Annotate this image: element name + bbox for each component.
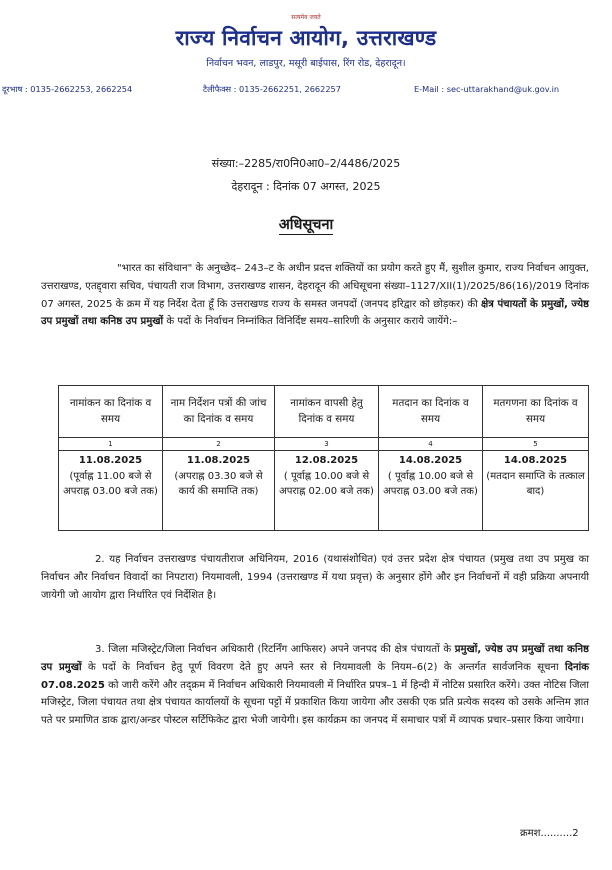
phone-number: दूरभाष : 0135-2662253, 2662254: [2, 84, 133, 94]
paragraph-3: [41, 641, 589, 730]
paragraph-1-bold: क्षेत्र पंचायतों के प्रमुखों, ज्येष्ठ उप प्रमुखों तथा कनिष्ठ उप प्रमुखों: [41, 298, 590, 328]
organization-name: राज्य निर्वाचन आयोग, उत्तराखण्ड: [175, 26, 437, 50]
title-text: अधिसूचना: [278, 217, 334, 233]
column-number: 3: [275, 438, 379, 451]
schedule-date: 11.08.2025: [186, 455, 251, 466]
schedule-time: (मतदान समाप्ति के तत्काल बाद): [486, 470, 585, 497]
paragraph-1-text-b: के पदों के निर्वाचन निम्नांकित विनिर्दिष्ट समय–सारिणी के अनुसार कराये जायेंगे:–: [166, 316, 458, 328]
paragraph-2: 2. यह निर्वाचन उत्तराखण्ड पंचायतीराज अधिनियम, 2016 (यथासंशोधित) एवं उत्तर प्रदेश क्षेत्र पंचायत (प्रमुख तथा उप प्रमुख का निर्वाचन और निर्वाचन विवादों का निपटारा) नियमावली, 1994 (उत्तराखण्ड में यथा प्रवृत्त) के अनुसार होंगे और इन निर्वाचनों में वही प्रक्रिया अपनायी जायेगी जो आयोग द्वारा निर्धारित एवं निर्देशित है।: [41, 554, 589, 601]
paragraph-3-bold-b: दिनांक 07.08.2025: [41, 661, 589, 691]
document-title: [0, 214, 612, 234]
header-cell: नाम निर्देशन पत्रों की जांच का दिनांक व समय: [163, 386, 275, 438]
office-address: निर्वाचन भवन, लाडपुर, मसूरी बाईपास, रिंग रोड, देहरादून।: [206, 58, 406, 69]
schedule-cell: [59, 451, 163, 531]
reference-number: संख्या:–2285/रा0नि0आ0–2/4486/2025: [211, 157, 401, 170]
column-number: 1: [59, 438, 163, 451]
reference-date: देहरादून : दिनांक 07 अगस्त, 2025: [231, 180, 381, 193]
header-cell: मतगणना का दिनांक व समय: [483, 386, 589, 438]
paragraph-3-text-c: को जारी करेंगे और तद्क्रम में निर्वाचन अधिकारी नियमावली में निर्धारित प्रपत्र–1 में हिन्दी में नोटिस प्रसारित करेंगे। उक्त नोटिस जिला मजिस्ट्रेट, जिला पंचायत तथा क्षेत्र पंचायत कार्यालयों के सूचना पट्टों में प्रकाशित किया जायेगा और उसकी एक प्रति प्रत्येक सदस्य को उसके अन्तिम ज्ञात पते पर प्रमाणित डाक द्वारा/अन्डर पोस्टल सर्टिफिकेट द्वारा भेजी जायेगी। इस कार्यक्रम का जनपद में समाचार पत्रों में व्यापक प्रचार–प्रसार किया जायेगा।: [41, 679, 589, 727]
paragraph-3-bold-a: प्रमुखों, ज्येष्ठ उप प्रमुखों तथा कनिष्ठ उप प्रमुखों: [41, 644, 589, 673]
schedule-cell: [483, 451, 589, 531]
schedule-cell: [379, 451, 483, 531]
column-number: 5: [483, 438, 589, 451]
header-cell: नामांकन का दिनांक व समय: [59, 386, 163, 438]
schedule-time: ( पूर्वाह्न 10.00 बजे से अपराह्न 02.00 बजे तक): [279, 470, 374, 497]
continued-marker: क्रमश..........2: [520, 828, 579, 839]
email-address: E-Mail : sec-uttarakhand@uk.gov.in: [414, 84, 560, 94]
table-header-row: [59, 386, 589, 438]
paragraph-1: [41, 260, 589, 331]
schedule-time: (अपराह्न 03.30 बजे से कार्य की समाप्ति तक): [174, 470, 263, 497]
table-number-row: [59, 438, 589, 451]
paragraph-3-text-b: के पदों के निर्वाचन हेतु पूर्ण विवरण देते हुए अपने स्तर से नियमावली के नियम–6(2) के अन्तर्गत सार्वजनिक सूचना: [87, 661, 559, 673]
paragraph-3-text-a: 3. जिला मजिस्ट्रेट/जिला निर्वाचन अधिकारी (रिटर्निंग आफिसर) अपने जनपद की क्षेत्र पंचायतों के: [95, 644, 452, 655]
header-cell: मतदान का दिनांक व समय: [379, 386, 483, 438]
fax-number: टैलीफैक्स : 0135-2662251, 2662257: [203, 84, 341, 94]
table-row: [59, 451, 589, 531]
schedule-cell: [275, 451, 379, 531]
motto: सत्यमेव जयते: [291, 14, 321, 21]
column-number: 4: [379, 438, 483, 451]
election-schedule-table: [58, 385, 589, 531]
schedule-date: 14.08.2025: [503, 455, 568, 466]
schedule-cell: [163, 451, 275, 531]
column-number: 2: [163, 438, 275, 451]
schedule-date: 12.08.2025: [294, 455, 359, 466]
header-cell: नामांकन वापसी हेतु दिनांक व समय: [275, 386, 379, 438]
schedule-time: ( पूर्वाह्न 10.00 बजे से अपराह्न 03.00 बजे तक): [383, 470, 478, 497]
schedule-time: (पूर्वाह्न 11.00 बजे से अपराह्न 03.00 बजे तक): [63, 470, 158, 497]
schedule-date: 11.08.2025: [78, 455, 143, 466]
paragraph-1-text-a: "भारत का संविधान" के अनुच्छेद– 243–ट के अधीन प्रदत्त शक्तियों का प्रयोग करते हुए मैं, सुशील कुमार, राज्य निर्वाचन आयुक्त, उत्तराखण्ड, एतद्द्वारा सचिव, पंचायती राज विभाग, उत्तराखण्ड शासन, देहरादून की अधिसूचना संख्या–1127/XII(1)/2025/86(16)/2019 दिनांक 07 अगस्त, 2025 के क्रम में यह निर्देश देता हूँ कि उत्तराखण्ड राज्य के समस्त जनपदों (जनपद हरिद्वार को छोड़कर) की: [41, 263, 589, 310]
schedule-date: 14.08.2025: [398, 455, 463, 466]
